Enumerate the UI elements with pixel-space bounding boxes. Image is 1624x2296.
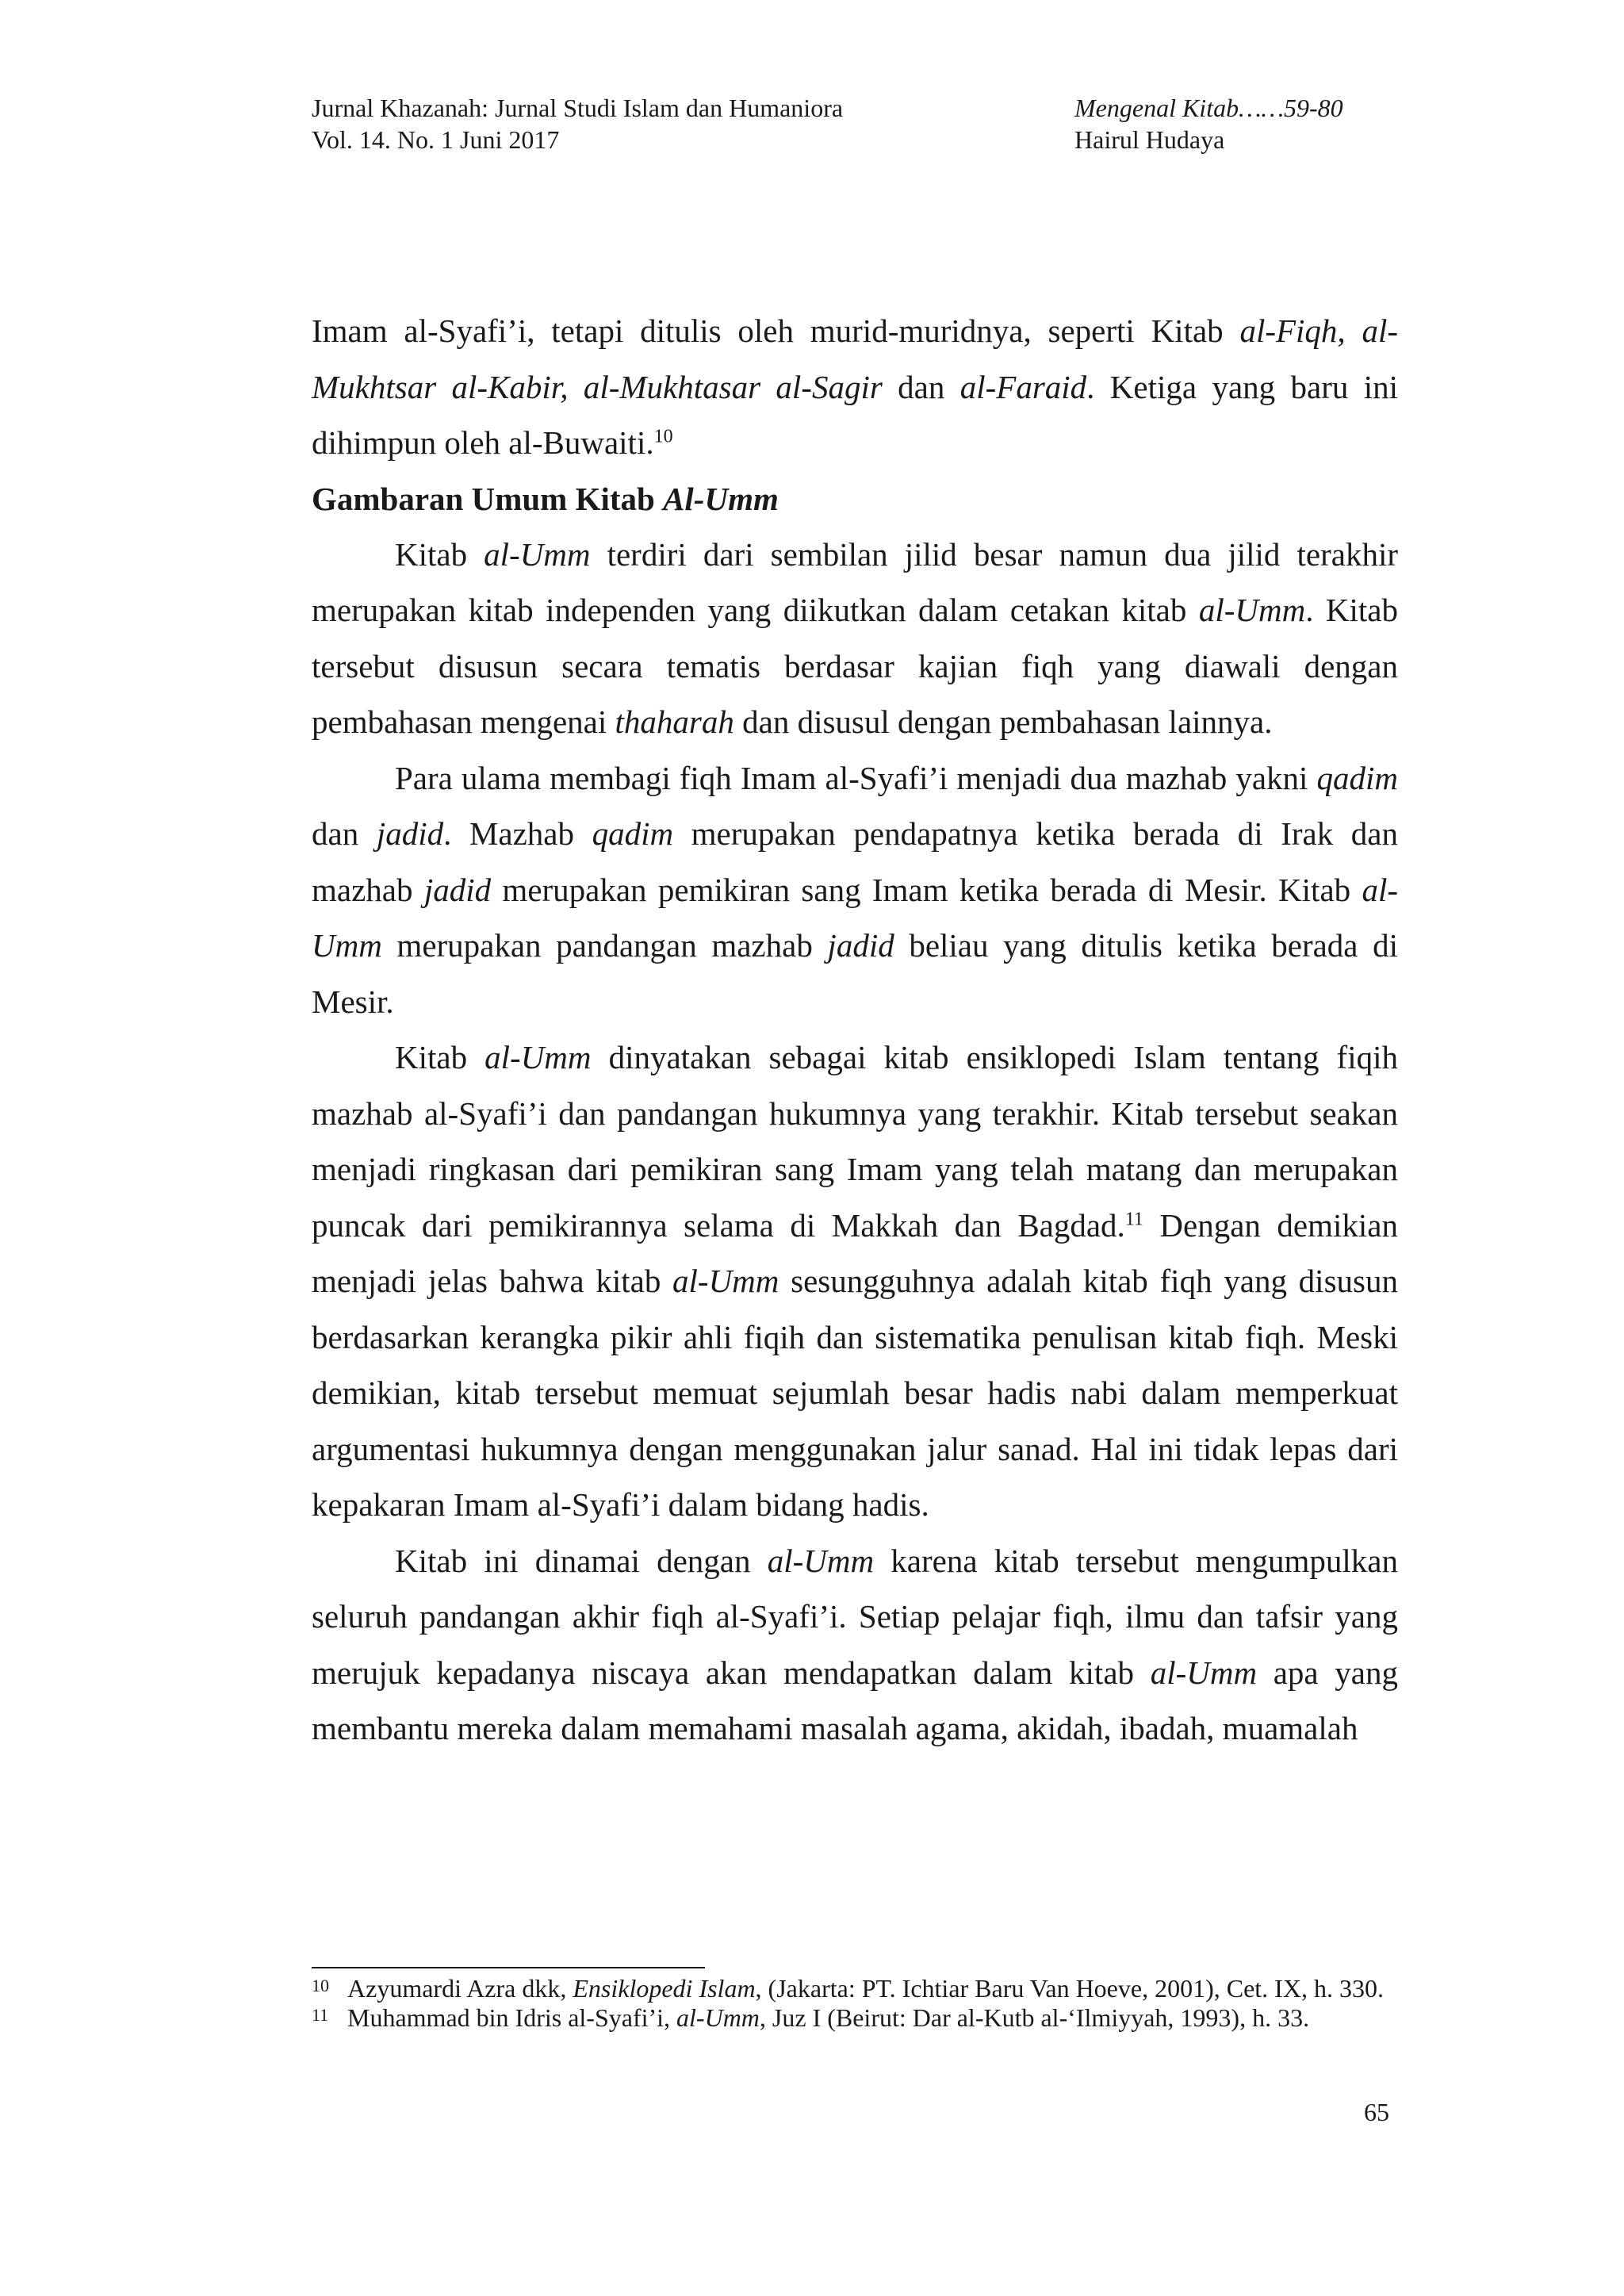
text-run: Kitab <box>395 1039 485 1075</box>
text-run-italic: thaharah <box>615 703 734 740</box>
heading-text: Gambaran Umum Kitab <box>312 480 664 517</box>
text-run: Imam al-Syafi’i, tetapi ditulis oleh murid-muridnya, seperti Kitab <box>312 312 1240 349</box>
footnote-ref-10[interactable]: 10 <box>653 426 673 447</box>
text-run: terdiri dari sembilan jilid besar namun dua jilid terakhir merupakan kitab independen yang diikutkan dalam cetakan kitab <box>312 535 1398 628</box>
text-run-italic: al-Umm <box>676 2003 760 2032</box>
text-run-italic: al-Umm <box>672 1263 779 1299</box>
text-run: merupakan pemikiran sang Imam ketika berada di Mesir. Kitab <box>491 871 1362 908</box>
text-run: beliau yang ditulis ketika berada di Mesir. <box>312 927 1398 1020</box>
text-run: . Mazhab <box>443 815 592 852</box>
text-run-italic: al-Umm <box>1198 592 1306 628</box>
text-run: merupakan pandangan mazhab <box>381 927 828 964</box>
footnote-number: 11 <box>312 2005 329 2025</box>
footnote-10 <box>312 1975 1398 2003</box>
journal-title: Jurnal Khazanah: Jurnal Studi Islam dan Humaniora <box>312 94 844 122</box>
text-run: Azyumardi Azra dkk, <box>347 1974 573 2003</box>
text-run-italic: al-Umm <box>484 535 591 573</box>
paragraph-3 <box>312 1029 1398 1533</box>
text-run: dan <box>312 815 377 852</box>
text-run-italic: jadid <box>827 927 894 964</box>
page-number: 65 <box>1364 2098 1389 2126</box>
text-run: sesungguhnya adalah kitab fiqh yang disusun berdasarkan kerangka pikir ahli fiqih dan sistematika penulisan kitab fiqh. Meski demikian, kitab tersebut memuat sejumlah besar hadis nabi dalam memperkuat argumentasi hukumnya dengan menggunakan jalur sanad. Hal ini tidak lepas dari kepakaran Imam al-Syafi’i dalam bidang hadis. <box>312 1263 1398 1523</box>
text-run-italic: qadim <box>1316 759 1398 796</box>
paragraph-1 <box>312 527 1398 750</box>
article-body <box>312 303 1398 1757</box>
paragraph-2 <box>312 750 1398 1030</box>
text-run: Dengan demikian menjadi jelas bahwa kitab <box>312 1206 1398 1299</box>
text-run: merupakan pendapatnya ketika berada di Irak dan mazhab <box>312 815 1398 908</box>
footnote-divider <box>312 1967 705 1968</box>
footnotes <box>312 1975 1398 2033</box>
header-left <box>312 92 843 155</box>
text-run: . Ketiga yang baru ini dihimpun oleh al-Buwaiti. <box>312 368 1399 461</box>
text-run-italic: al-Faraid <box>959 368 1087 405</box>
text-run: Kitab ini dinamai dengan <box>395 1542 768 1579</box>
text-run: , (Jakarta: PT. Ichtiar Baru Van Hoeve, 2001), Cet. IX, h. 330. <box>755 1974 1384 2003</box>
text-run-italic: al-Umm <box>1150 1654 1258 1691</box>
paragraph-continuation <box>312 303 1398 471</box>
header-right <box>1074 92 1343 155</box>
article-author: Hairul Hudaya <box>1074 125 1225 154</box>
text-run: , Juz I (Beirut: Dar al-Kutb al-‘Ilmiyyah, 1993), h. 33. <box>759 2003 1310 2032</box>
text-run: dan disusul dengan pembahasan lainnya. <box>733 703 1273 740</box>
text-run-italic: jadid <box>423 871 492 908</box>
footnote-number: 10 <box>312 1976 329 1995</box>
paragraph-4 <box>312 1533 1398 1757</box>
text-run-italic: al-Fiqh, al-Mukhtsar al-Kabir, al-Mukhtasar al-Sagir <box>312 312 1398 405</box>
footnote-11 <box>312 2004 1398 2032</box>
text-run: Para ulama membagi fiqh Imam al-Syafi’i menjadi dua mazhab yakni <box>395 759 1317 796</box>
text-run-italic: al-Umm <box>767 1542 875 1579</box>
journal-volume: Vol. 14. No. 1 Juni 2017 <box>312 125 560 154</box>
heading-text-italic: Al-Umm <box>663 480 779 517</box>
text-run-italic: jadid <box>376 815 444 852</box>
text-run: dan <box>882 368 960 405</box>
text-run: apa yang membantu mereka dalam memahami masalah agama, akidah, ibadah, muamalah <box>312 1654 1398 1746</box>
text-run-italic: al-Umm <box>312 871 1399 964</box>
text-run-italic: Ensiklopedi Islam <box>573 1974 756 2003</box>
footnote-ref-11[interactable]: 11 <box>1124 1208 1143 1229</box>
text-run: Kitab <box>395 535 485 573</box>
text-run: . Kitab tersebut disusun secara tematis berdasar kajian fiqh yang diawali dengan pembahasan mengenai <box>312 592 1399 740</box>
section-heading <box>312 471 1398 527</box>
text-run-italic: qadim <box>592 815 674 852</box>
text-run: dinyatakan sebagai kitab ensiklopedi Islam tentang fiqih mazhab al-Syafi’i dan pandangan hukumnya yang terakhir. Kitab tersebut seakan menjadi ringkasan dari pemikiran sang Imam yang telah matang dan merupakan puncak dari pemikirannya selama di Makkah dan Bagdad. <box>312 1039 1398 1244</box>
article-title: Mengenal Kitab……59-80 <box>1074 94 1343 122</box>
text-run: Muhammad bin Idris al-Syafi’i, <box>347 2003 677 2032</box>
text-run: karena kitab tersebut mengumpulkan seluruh pandangan akhir fiqh al-Syafi’i. Setiap pelajar fiqh, ilmu dan tafsir yang merujuk kepadanya niscaya akan mendapatkan dalam kitab <box>312 1542 1398 1691</box>
text-run-italic: al-Umm <box>485 1039 592 1075</box>
